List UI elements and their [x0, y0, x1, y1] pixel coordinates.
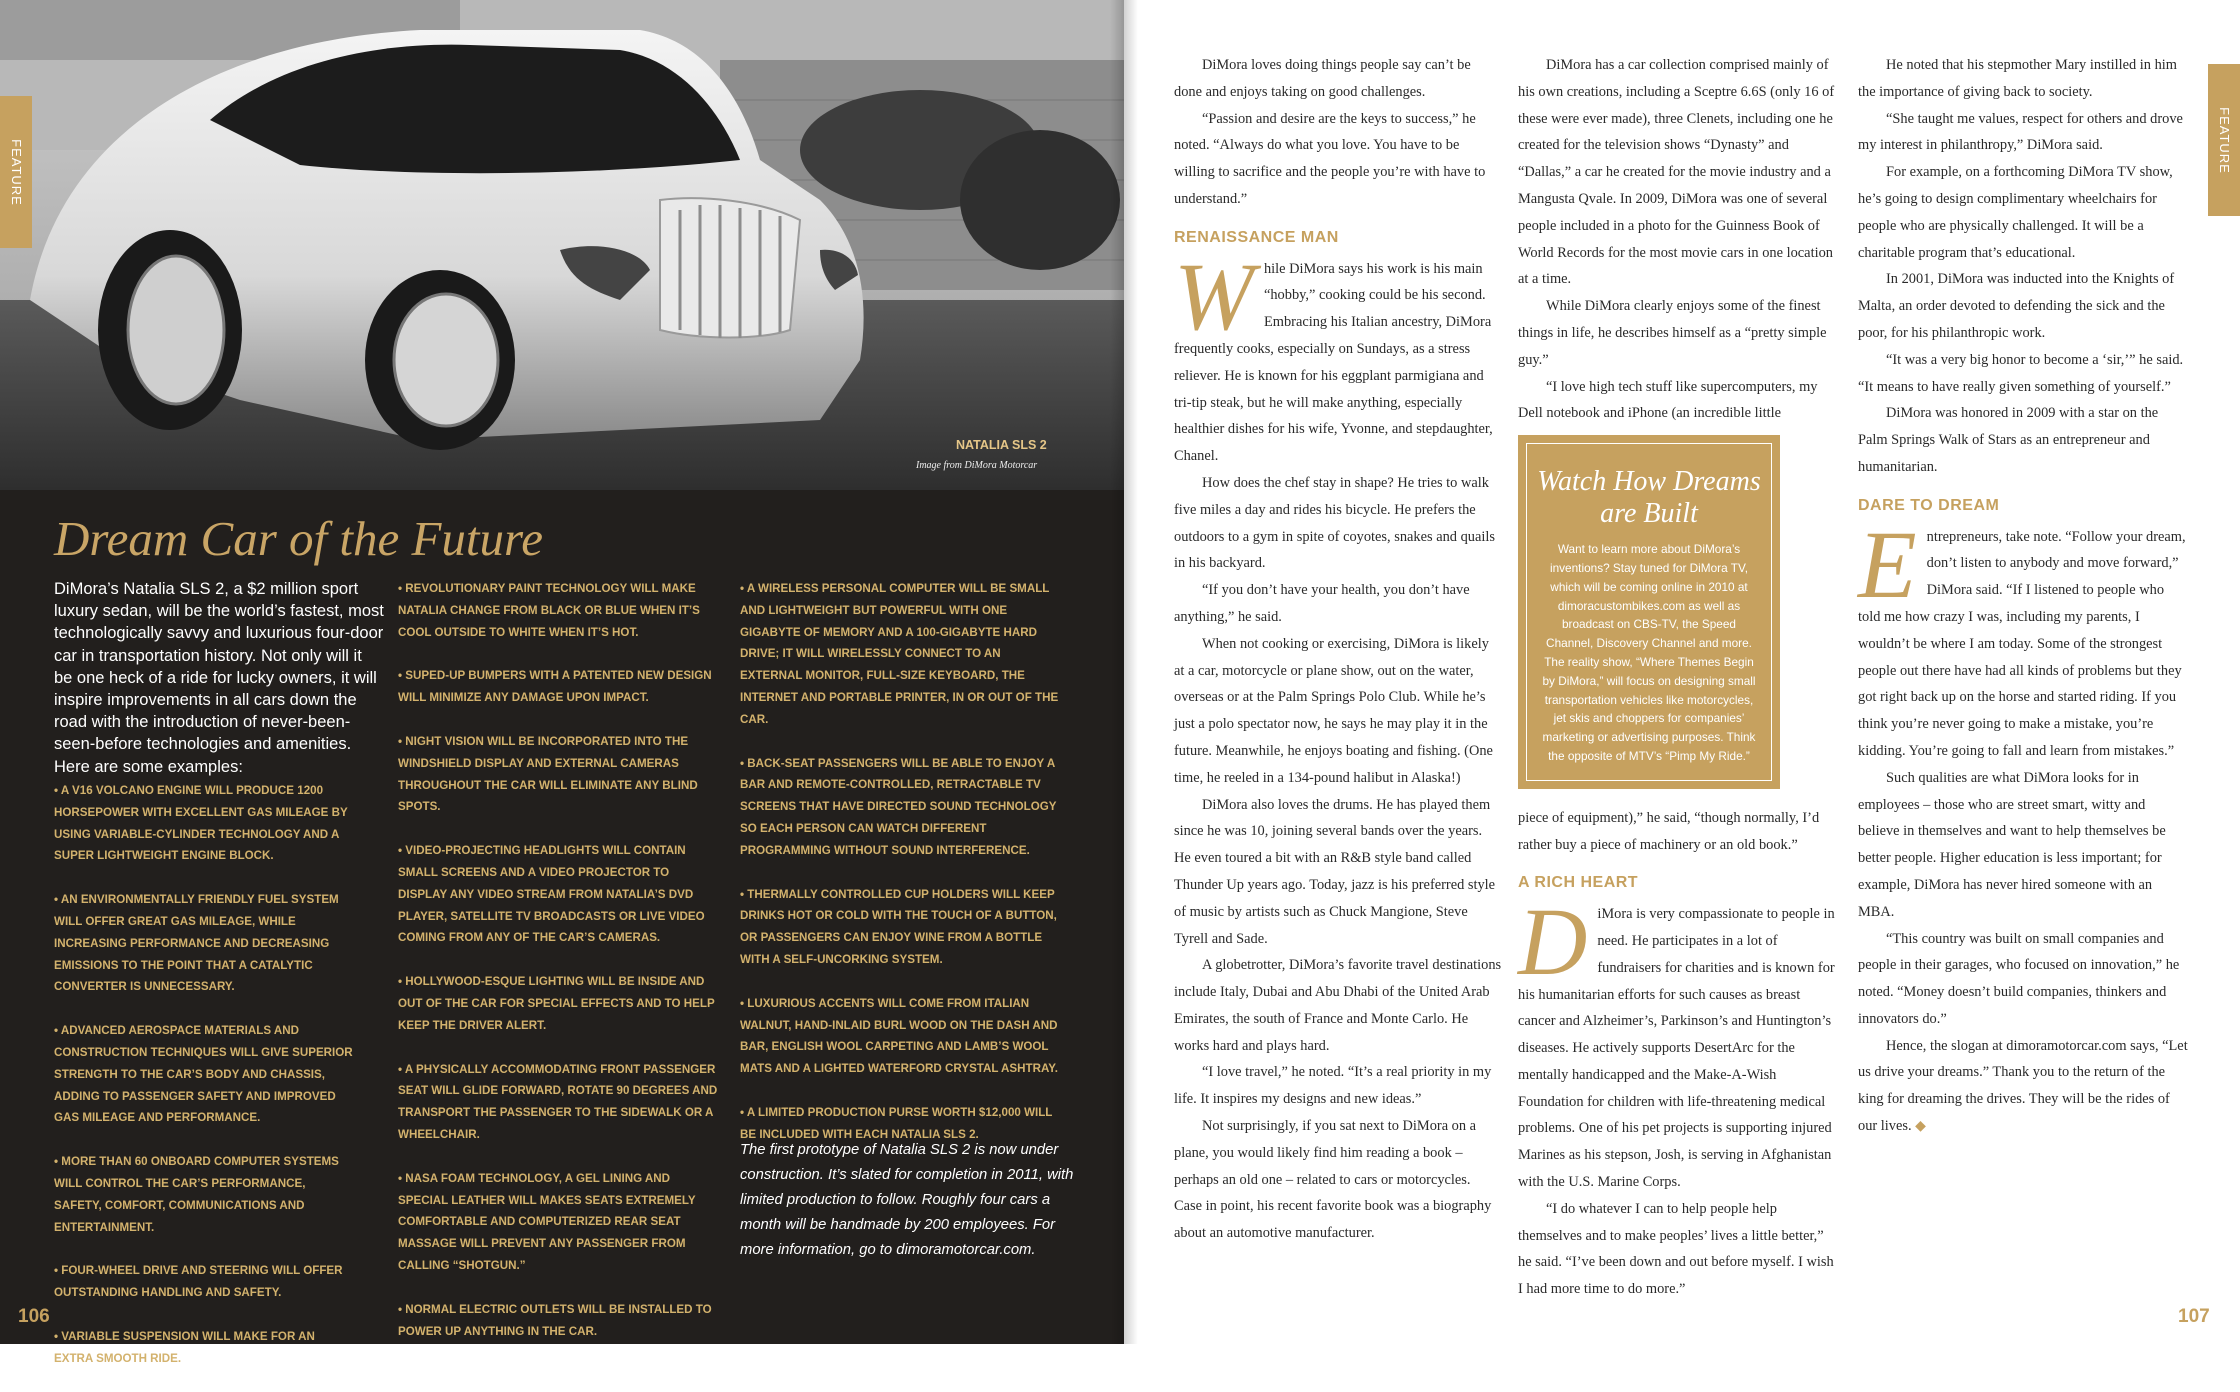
right-page — [1124, 0, 2240, 1344]
feature-item: • A LIMITED PRODUCTION PURSE WORTH $12,000 WILL BE INCLUDED WITH EACH NATALIA SLS 2. — [740, 1105, 1053, 1141]
feature-item: • A WIRELESS PERSONAL COMPUTER WILL BE SMALL AND LIGHTWEIGHT BUT POWERFUL WITH ONE GIGABYTE OF MEMORY AND A 100-GIGABYTE HARD DRIVE; IT WILL WIRELESSLY CONNECT TO AN EXTERNAL MONITOR, FULL-SIZE KEYBOARD, THE INTERNET AND PORTABLE PRINTER, IN OR OUT OF THE CAR. — [740, 582, 1059, 726]
feature-tab-left: FEATURE — [0, 96, 32, 248]
article-column-2 — [1518, 52, 1836, 1303]
paragraph: “She taught me values, respect for others and drove my interest in philanthropy,” DiMora said. — [1858, 110, 2183, 154]
car-photo — [0, 0, 1124, 490]
paragraph: Not surprisingly, if you sat next to DiMora on a plane, you would likely find him reading a book – perhaps an old one – related to cars or motorcycles. Case in point, his recent favorite book was a biography about an automotive manufacturer. — [1174, 1118, 1492, 1242]
feature-item: • FOUR-WHEEL DRIVE AND STEERING WILL OFFER OUTSTANDING HANDLING AND SAFETY. — [54, 1264, 343, 1300]
feature-tab-right: FEATURE — [2208, 64, 2240, 216]
intro-paragraph: DiMora’s Natalia SLS 2, a $2 million sport luxury sedan, will be the world’s fastest, most technologically savvy and luxurious four-door car in transportation history. Not only will it be one heck of a ride for lucky owners, it will inspire improvements in all cars down the road with the introduction of never-been-seen-before technologies and amenities. Here are some examples: — [54, 580, 384, 776]
feature-list-col2 — [398, 578, 720, 1364]
paragraph: Such qualities are what DiMora looks for in employees – those who are street smart, witty and believe in themselves and want to help themselves be better people. Higher education is less important; for example, DiMora has never hired someone with an MBA. — [1858, 769, 2166, 920]
photo-caption: NATALIA SLS 2 — [956, 438, 1047, 452]
sidebar-body: Want to learn more about DiMora’s inventions? Stay tuned for DiMora TV, which will be coming online in 2010 at dimoracustombikes.com as well as broadcast on CBS-TV, the Speed Channel, Discovery Channel and more. The reality show, “Where Themes Begin by DiMora,” will focus on designing small transportation vehicles like motorcycles, jet skis and choppers for companies’ marketing or advertising purposes. Think the opposite of MTV’s “Pimp My Ride.” — [1542, 542, 1756, 763]
paragraph: “I love travel,” he noted. “It’s a real priority in my life. It inspires my designs and new ideas.” — [1174, 1064, 1492, 1108]
feature-item: • SUPED-UP BUMPERS WITH A PATENTED NEW DESIGN WILL MINIMIZE ANY DAMAGE UPON IMPACT. — [398, 669, 712, 705]
paragraph: “I love high tech stuff like supercomputers, my Dell notebook and iPhone (an incredible little — [1518, 378, 1818, 422]
left-page — [0, 0, 1124, 1365]
paragraph: “It was a very big honor to become a ‘sir,’” he said. “It means to have really given something of yourself.” — [1858, 351, 2184, 395]
article-column-1 — [1174, 52, 1502, 1247]
paragraph: DiMora has a car collection comprised mainly of his own creations, including a Sceptre 6.6S (only 16 of these were ever made), three Clenets, including one he created for the television shows “Dynasty” and “Dallas,” a car he created for the movie industry and a Mangusta Qvale. In 2009, DiMora was one of several people included in a photo for the Guinness Book of World Records for the most movie cars in one location at a time. — [1518, 57, 1835, 288]
feature-item: • A PHYSICALLY ACCOMMODATING FRONT PASSENGER SEAT WILL GLIDE FORWARD, ROTATE 90 DEGREES AND TRANSPORT THE PASSENGER TO THE SIDEWALK OR A WHEELCHAIR. — [398, 1062, 718, 1141]
paragraph: DiMora loves doing things people say can’t be done and enjoys taking on good challenges. — [1174, 57, 1471, 100]
paragraph: Hence, the slogan at dimoramotorcar.com says, “Let us drive your dreams.” Thank you to the return of the king for dreaming the drives. They will be the rides of our lives. ◆ — [1858, 1037, 2188, 1135]
sidebar-title: Watch How Dreams are Built — [1537, 466, 1761, 530]
feature-item: • VARIABLE SUSPENSION WILL MAKE FOR AN EXTRA SMOOTH RIDE. — [54, 1329, 315, 1365]
feature-item: • MORE THAN 60 ONBOARD COMPUTER SYSTEMS WILL CONTROL THE CAR’S PERFORMANCE, SAFETY, COMFORT, COMMUNICATIONS AND ENTERTAINMENT. — [54, 1155, 339, 1234]
paragraph-dropcap: While DiMora says his work is his main “hobby,” cooking could be his second. Embracing his Italian ancestry, DiMora frequently cooks, especially on Sundays, as a stress reliever. He is known for his eggplant parmigiana and tri-tip steak, but he will make anything, especially healthier dishes for his wife, Yvonne, and stepdaughter, Chanel. — [1174, 242, 1493, 465]
paragraph: How does the chef stay in shape? He tries to walk five miles a day and rides his bicycle. He prefers the outdoors to a gym in spite of coyotes, snakes and quails in his backyard. — [1174, 474, 1495, 572]
paragraph: “I do whatever I can to help people help themselves and to make peoples’ lives a little better,” he said. “I’ve been down and out before myself. I wish I had more time to do more.” — [1518, 1200, 1834, 1298]
paragraph: piece of equipment),” he said, “though normally, I’d rather buy a piece of machinery or an old book.” — [1518, 809, 1820, 853]
feature-item: • AN ENVIRONMENTALLY FRIENDLY FUEL SYSTEM WILL OFFER GREAT GAS MILEAGE, WHILE INCREASING PERFORMANCE AND DECREASING EMISSIONS TO THE POINT THAT A CATALYTIC CONVERTER IS UNNECESSARY. — [54, 893, 339, 994]
paragraph: DiMora was honored in 2009 with a star on the Palm Springs Walk of Stars as an entrepreneur and humanitarian. — [1858, 405, 2159, 475]
feature-item: • HOLLYWOOD-ESQUE LIGHTING WILL BE INSIDE AND OUT OF THE CAR FOR SPECIAL EFFECTS AND TO HELP KEEP THE DRIVER ALERT. — [398, 975, 715, 1032]
paragraph: A globetrotter, DiMora’s favorite travel destinations include Italy, Dubai and Abu Dhabi of the United Arab Emirates, the south of France and Monte Carlo. He works hard and plays hard. — [1174, 957, 1502, 1054]
feature-item: • ADVANCED AEROSPACE MATERIALS AND CONSTRUCTION TECHNIQUES WILL GIVE SUPERIOR STRENGTH TO THE CAR’S BODY AND CHASSIS, ADDING TO PASSENGER SAFETY AND IMPROVED GAS MILEAGE AND PERFORMANCE. — [54, 1024, 353, 1125]
paragraph: While DiMora clearly enjoys some of the finest things in life, he describes himself as a “pretty simple guy.” — [1518, 298, 1827, 368]
section-heading: RENAISSANCE MAN — [1174, 228, 1339, 246]
end-mark-icon: ◆ — [1915, 1119, 1926, 1135]
car-photo-image — [0, 0, 1124, 490]
photo-credit: Image from DiMora Motorcar — [916, 460, 1038, 471]
feature-item: • LUXURIOUS ACCENTS WILL COME FROM ITALIAN WALNUT, HAND-INLAID BURL WOOD ON THE DASH AND BAR, ENGLISH WOOL CARPETING AND LAMB’S WOOL MATS AND A LIGHTED WATERFORD CRYSTAL ASHTRAY. — [740, 996, 1058, 1076]
paragraph: In 2001, DiMora was inducted into the Knights of Malta, an order devoted to defending the sick and the poor, for his philanthropic work. — [1858, 271, 2175, 341]
paragraph: “This country was built on small companies and people in their garages, who focused on innovation,” he noted. “Money doesn’t build companies, thinkers and innovators do.” — [1858, 930, 2180, 1027]
closing-note: The first prototype of Natalia SLS 2 is now under construction. It’s slated for completion in 2011, with limited production to follow. Roughly four cars a month will be handmade by 200 employees. For more information, go to dimoramotorcar.com. — [740, 1142, 1074, 1258]
feature-item: • NASA FOAM TECHNOLOGY, A GEL LINING AND SPECIAL LEATHER WILL MAKES SEATS EXTREMELY COMFORTABLE AND COMPUTERIZED REAR SEAT MASSAGE WILL PREVENT ANY PASSENGER FROM CALLING “SHOTGUN.” — [398, 1171, 696, 1272]
drop-cap: E — [1858, 510, 1917, 618]
paragraph: “If you don’t have your health, you don’t have anything,” he said. — [1174, 582, 1470, 625]
section-heading: DARE TO DREAM — [1858, 496, 2000, 514]
feature-item: • BACK-SEAT PASSENGERS WILL BE ABLE TO ENJOY A BAR AND REMOTE-CONTROLLED, RETRACTABLE TV SCREENS THAT HAVE DIRECTED SOUND TECHNOLOGY SO EACH PERSON CAN WATCH DIFFERENT PROGRAMMING WITHOUT SOUND INTERFERENCE. — [740, 756, 1057, 857]
sidebar-box — [1518, 435, 1780, 789]
paragraph: DiMora also loves the drums. He has played them since he was 10, joining several bands over the years. He even toured a bit with an R&B style band called Thunder Up years ago. Today, jazz is his preferred style of music by artists such as Chuck Mangione, Steve Tyrell and Sade. — [1174, 796, 1496, 947]
feature-item: • A V16 VOLCANO ENGINE WILL PRODUCE 1200 HORSEPOWER WITH EXCELLENT GAS MILEAGE BY USING VARIABLE-CYLINDER TECHNOLOGY AND A SUPER LIGHTWEIGHT ENGINE BLOCK. — [54, 784, 348, 863]
book-spine-shadow — [1110, 0, 1138, 1344]
feature-item: • THERMALLY CONTROLLED CUP HOLDERS WILL KEEP DRINKS HOT OR COLD WITH THE TOUCH OF A BUTTON, OR PASSENGERS CAN ENJOY WINE FROM A BOTTLE WITH A SELF-UNCORKING SYSTEM. — [740, 887, 1057, 966]
feature-list-col3 — [740, 578, 1062, 1168]
paragraph: He noted that his stepmother Mary instilled in him the importance of giving back to society. — [1858, 57, 2177, 100]
feature-item: • NORMAL ELECTRIC OUTLETS WILL BE INSTALLED TO POWER UP ANYTHING IN THE CAR. — [398, 1302, 712, 1338]
page-number-left: 106 — [18, 1306, 50, 1327]
section-heading: A RICH HEART — [1518, 874, 1639, 892]
feature-item: • NIGHT VISION WILL BE INCORPORATED INTO THE WINDSHIELD DISPLAY AND EXTERNAL CAMERAS THROUGHOUT THE CAR WILL ELIMINATE ANY BLIND SPOTS. — [398, 734, 698, 814]
paragraph-dropcap: Entrepreneurs, take note. “Follow your dream, don’t listen to anybody and move forward,” DiMora said. “If I listened to people who told me how crazy I was, including my parents, I wouldn’t be where I am today. Some of the strongest people out there have had all kinds of problems but they got right back up on the horse and started riding. If you think you’re never going to make a mistake, you’re kidding. You’re going to fall and learn from mistakes.” — [1858, 510, 2186, 759]
feature-item: • REVOLUTIONARY PAINT TECHNOLOGY WILL MAKE NATALIA CHANGE FROM BLACK OR BLUE WHEN IT’S COOL OUTSIDE TO WHITE WHEN IT’S HOT. — [398, 582, 700, 639]
drop-cap: D — [1518, 888, 1588, 996]
drop-cap: W — [1174, 242, 1254, 350]
article-title: Dream Car of the Future — [54, 511, 544, 566]
paragraph: “Passion and desire are the keys to success,” he noted. “Always do what you love. You have to be willing to sacrifice and the people you’re with have to understand.” — [1174, 110, 1486, 207]
feature-item: • VIDEO-PROJECTING HEADLIGHTS WILL CONTAIN SMALL SCREENS AND A VIDEO PROJECTOR TO DISPLAY ANY VIDEO STREAM FROM NATALIA’S DVD PLAYER, SATELLITE TV BROADCASTS OR LIVE VIDEO COMING FROM ANY OF THE CAR’S CAMERAS. — [398, 844, 705, 945]
paragraph-dropcap: DiMora is very compassionate to people in need. He participates in a lot of fundraisers for charities and is known for his humanitarian efforts for such causes as breast cancer and Alzheimer’s, Parkinson’s and Huntington’s diseases. He actively supports DesertArc for the mentally handicapped and the Make-A-Wish Foundation for children with life-threatening medical problems. One of his pet projects is supporting injured Marines as his stepson, Josh, is serving in Afghanistan with the U.S. Marine Corps. — [1518, 888, 1835, 1191]
article-column-3 — [1858, 52, 2188, 1141]
paragraph: When not cooking or exercising, DiMora is likely at a car, motorcycle or plane show, out on the water, overseas or at the Palm Springs Polo Club. While he’s just a polo spectator now, he says he may play it in the future. Meanwhile, he enjoys boating and fishing. (One time, he reeled in a 134-pound halibut in Alaska!) — [1174, 635, 1493, 786]
feature-list-col1 — [54, 780, 354, 1392]
paragraph: For example, on a forthcoming DiMora TV show, he’s going to design complimentary wheelchairs for people who are physically challenged. It will be a charitable program that’s educational. — [1858, 164, 2173, 261]
page-number-right: 107 — [2178, 1306, 2210, 1327]
